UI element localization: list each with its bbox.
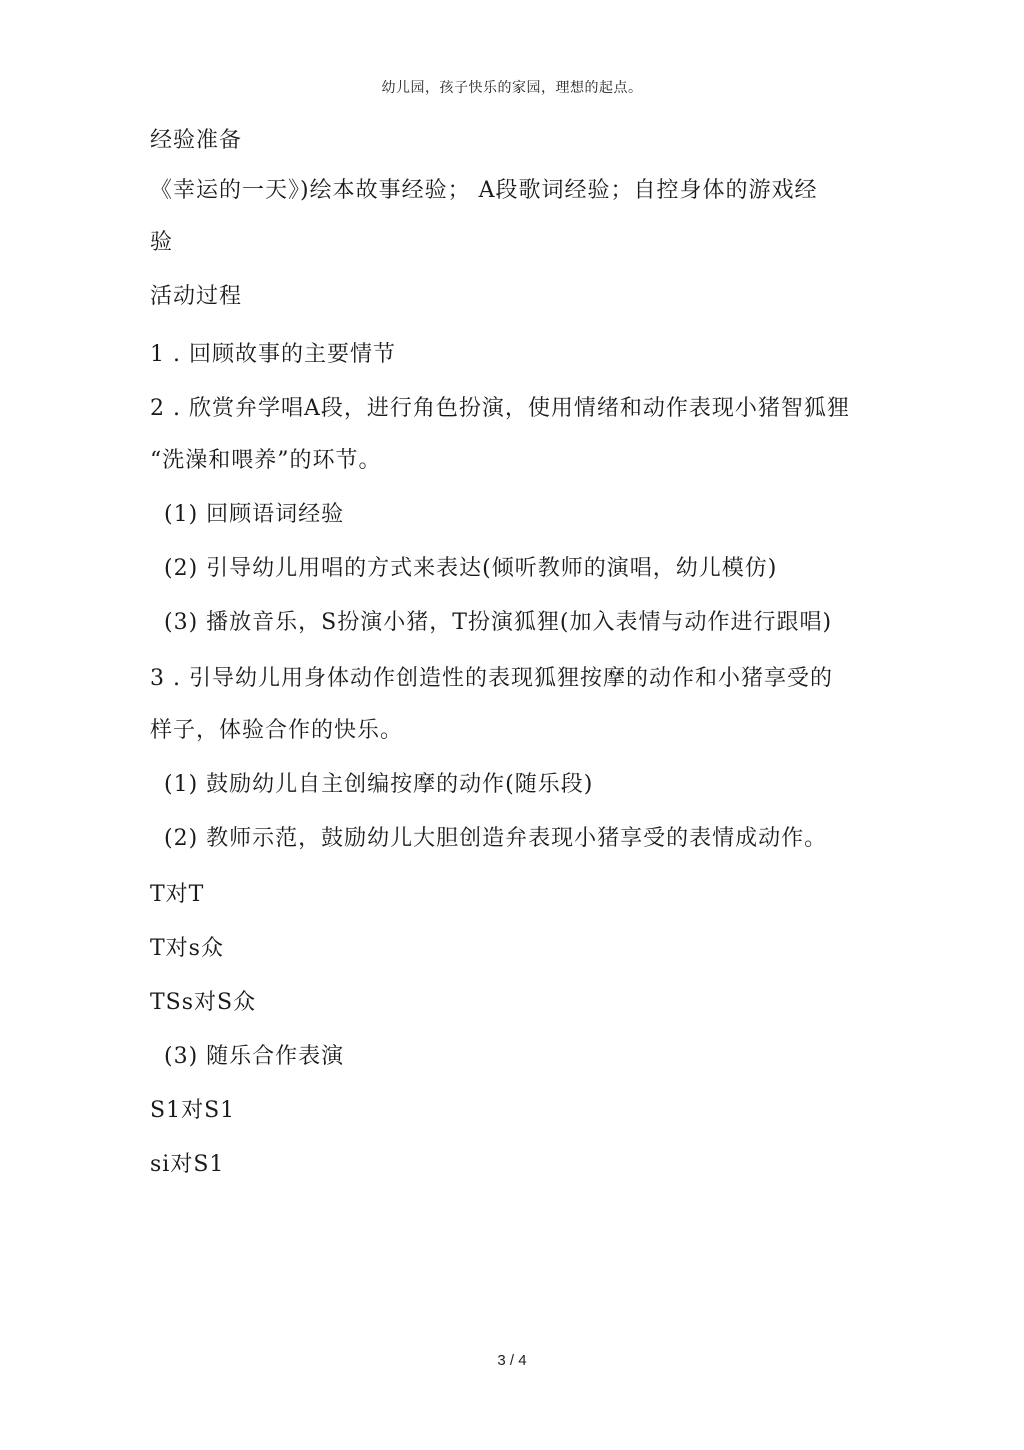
sub-item: (1) 回顾语词经验	[164, 502, 345, 527]
paragraph-line: 《幸运的一天》)绘本故事经验； A段歌词经验；自控身体的游戏经	[150, 178, 818, 203]
short-line: T对T	[150, 882, 205, 907]
page-number: 3 / 4	[497, 1352, 527, 1369]
section-heading-process: 活动过程	[150, 284, 243, 309]
paragraph-line: 样子，体验合作的快乐。	[150, 718, 404, 743]
short-line: TSs对S众	[150, 990, 257, 1015]
sub-item: (3) 随乐合作表演	[164, 1044, 345, 1069]
sub-item: (2) 教师示范，鼓励幼儿大胆创造弁表现小猪享受的表情成动作。	[164, 826, 828, 851]
sub-item: (2) 引导幼儿用唱的方式来表达(倾听教师的演唱，幼儿模仿)	[164, 556, 778, 581]
paragraph-line: 验	[150, 230, 174, 255]
sub-item: (1) 鼓励幼儿自主创编按摩的动作(随乐段)	[164, 772, 594, 797]
section-heading-experience: 经验准备	[150, 128, 243, 153]
numbered-item-2: 2 . 欣赏弁学唱A段，进行角色扮演，使用情绪和动作表现小猪智狐狸	[150, 396, 850, 421]
short-line: si对S1	[150, 1152, 225, 1177]
numbered-item-1: 1 . 回顾故事的主要情节	[150, 342, 396, 367]
sub-item: (3) 播放音乐，S扮演小猪，T扮演狐狸(加入表情与动作进行跟唱)	[164, 610, 833, 635]
page-header-tagline: 幼儿园，孩子快乐的家园，理想的起点。	[381, 80, 643, 96]
numbered-item-3: 3 . 引导幼儿用身体动作创造性的表现狐狸按摩的动作和小猪享受的	[150, 666, 833, 691]
short-line: S1对S1	[150, 1098, 236, 1123]
paragraph-line: “洗澡和喂养”的环节。	[150, 448, 382, 473]
short-line: T对s众	[150, 936, 224, 961]
